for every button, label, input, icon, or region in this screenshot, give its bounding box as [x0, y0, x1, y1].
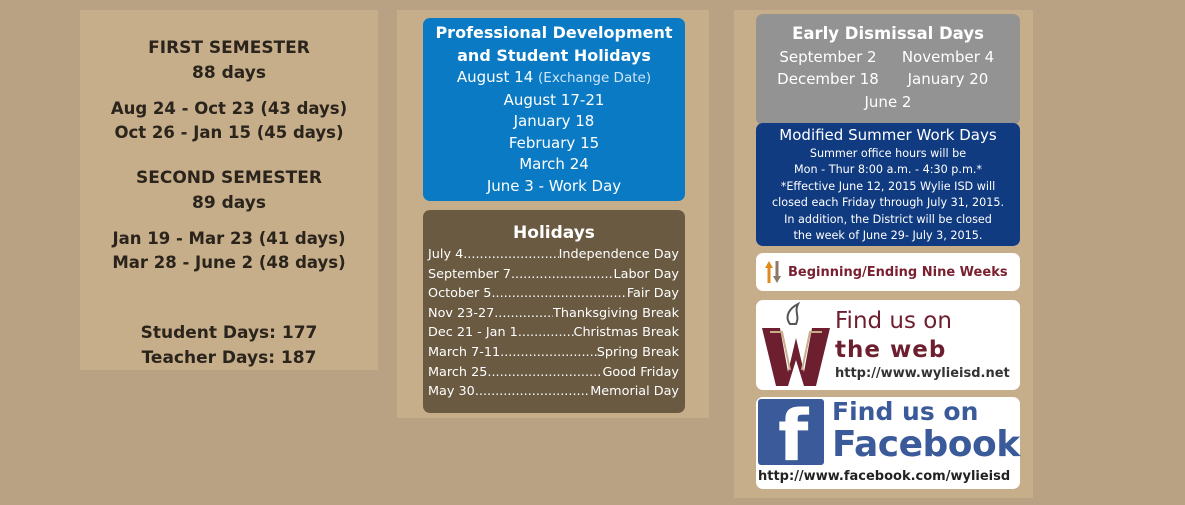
holiday-date: Dec 21 - Jan 1	[428, 325, 518, 341]
second-semester-title: SECOND SEMESTER	[136, 168, 322, 188]
facebook-line-1: Find us on	[832, 397, 979, 426]
early-dismissal-date: November 4	[901, 48, 995, 66]
first-semester-title: FIRST SEMESTER	[148, 38, 310, 58]
summer-line: Summer office hours will be	[809, 147, 967, 160]
leader-dots	[487, 363, 602, 383]
prof-dev-date: March 24	[519, 155, 589, 173]
holiday-row	[423, 343, 685, 363]
web-line-1: Find us on	[835, 308, 952, 334]
early-dismissal-date: January 20	[907, 70, 989, 88]
wylie-isd-logo-icon	[760, 302, 832, 388]
middle-panel	[397, 10, 709, 418]
nine-weeks-label: Beginning/Ending Nine Weeks	[788, 264, 1008, 280]
holiday-row	[423, 382, 685, 402]
holiday-date: May 30	[428, 384, 475, 400]
semester-panel	[80, 10, 378, 370]
prof-dev-first-date-line	[423, 67, 685, 90]
leader-dots	[494, 304, 553, 324]
facebook-line-2: Facebook	[832, 424, 1020, 465]
second-semester-range-2: Mar 28 - June 2 (48 days)	[112, 253, 346, 272]
holiday-row	[423, 265, 685, 285]
first-semester-days: 88 days	[192, 63, 266, 83]
prof-dev-first-note: (Exchange Date)	[538, 70, 652, 86]
early-dismissal-title: Early Dismissal Days	[792, 24, 984, 43]
facebook-url-link[interactable]: http://www.facebook.com/wylieisd	[758, 469, 1011, 484]
up-down-arrows-icon	[764, 260, 782, 284]
summer-line: closed each Friday through July 31, 2015.	[771, 196, 1005, 210]
leader-dots	[463, 245, 558, 265]
professional-development-box	[423, 18, 685, 201]
early-dismissal-date: September 2	[779, 48, 877, 66]
summer-line: Mon - Thur 8:00 a.m. - 4:30 p.m.*	[794, 163, 982, 177]
holiday-name: Labor Day	[613, 266, 679, 282]
web-url-link[interactable]: http://www.wylieisd.net	[835, 366, 1010, 381]
holiday-name: Good Friday	[602, 364, 679, 380]
holiday-date: March 25	[428, 364, 488, 380]
prof-dev-date: June 3 - Work Day	[486, 176, 622, 195]
holiday-name: Christmas Break	[573, 325, 679, 341]
holiday-date: October 5	[428, 286, 492, 302]
early-dismissal-dates	[756, 46, 1020, 90]
find-us-web-card[interactable]	[756, 300, 1020, 390]
student-days: Student Days: 177	[140, 323, 318, 343]
holiday-row	[423, 363, 685, 383]
prof-dev-date: January 18	[513, 112, 595, 130]
holiday-name: Thanksgiving Break	[553, 305, 679, 321]
nine-weeks-legend	[756, 253, 1020, 291]
second-semester-range-1: Jan 19 - Mar 23 (41 days)	[112, 229, 346, 248]
holidays-list	[423, 245, 685, 402]
summer-line: In addition, the District will be closed	[784, 212, 992, 226]
holiday-date: September 7	[428, 266, 511, 282]
holiday-row	[423, 284, 685, 304]
teacher-days: Teacher Days: 187	[141, 348, 317, 368]
holiday-row	[423, 323, 685, 343]
first-semester-range-2: Oct 26 - Jan 15 (45 days)	[114, 123, 344, 142]
leader-dots	[491, 284, 626, 304]
summer-line: *Effective June 12, 2015 Wylie ISD will	[780, 179, 996, 193]
find-us-facebook-card[interactable]	[756, 397, 1020, 489]
first-semester-range-1: Aug 24 - Oct 23 (43 days)	[110, 99, 348, 118]
holiday-date: March 7-11	[428, 344, 501, 360]
second-semester-days: 89 days	[192, 193, 266, 213]
early-dismissal-date: December 18	[777, 70, 879, 88]
prof-dev-date: August 17-21	[503, 90, 605, 109]
summer-work-days-box	[756, 123, 1020, 246]
holiday-name: Independence Day	[558, 247, 679, 262]
leader-dots	[475, 382, 590, 402]
leader-dots	[500, 343, 597, 363]
web-line-2: the web	[835, 337, 947, 363]
prof-dev-date: February 15	[508, 133, 600, 152]
holiday-name: Spring Break	[596, 344, 679, 360]
holiday-row	[423, 304, 685, 324]
holiday-name: Memorial Day	[590, 384, 679, 400]
summer-title: Modified Summer Work Days	[779, 126, 997, 144]
leader-dots	[518, 323, 574, 343]
holidays-title: Holidays	[513, 223, 595, 243]
holidays-box	[423, 210, 685, 413]
right-panel	[734, 10, 1033, 498]
early-dismissal-box	[756, 14, 1020, 125]
holiday-date: Nov 23-27	[428, 305, 495, 321]
holiday-row	[423, 245, 685, 265]
summer-line: the week of June 29- July 3, 2015.	[793, 229, 983, 243]
early-dismissal-date: June 2	[864, 93, 912, 111]
holiday-date: July 4	[428, 247, 464, 262]
leader-dots	[511, 265, 614, 285]
prof-dev-title-2: and Student Holidays	[457, 46, 651, 65]
facebook-logo-icon: f	[758, 399, 824, 465]
prof-dev-first-date: August 14	[456, 68, 534, 86]
prof-dev-title-1: Professional Development	[435, 23, 673, 42]
holiday-name: Fair Day	[626, 286, 679, 302]
